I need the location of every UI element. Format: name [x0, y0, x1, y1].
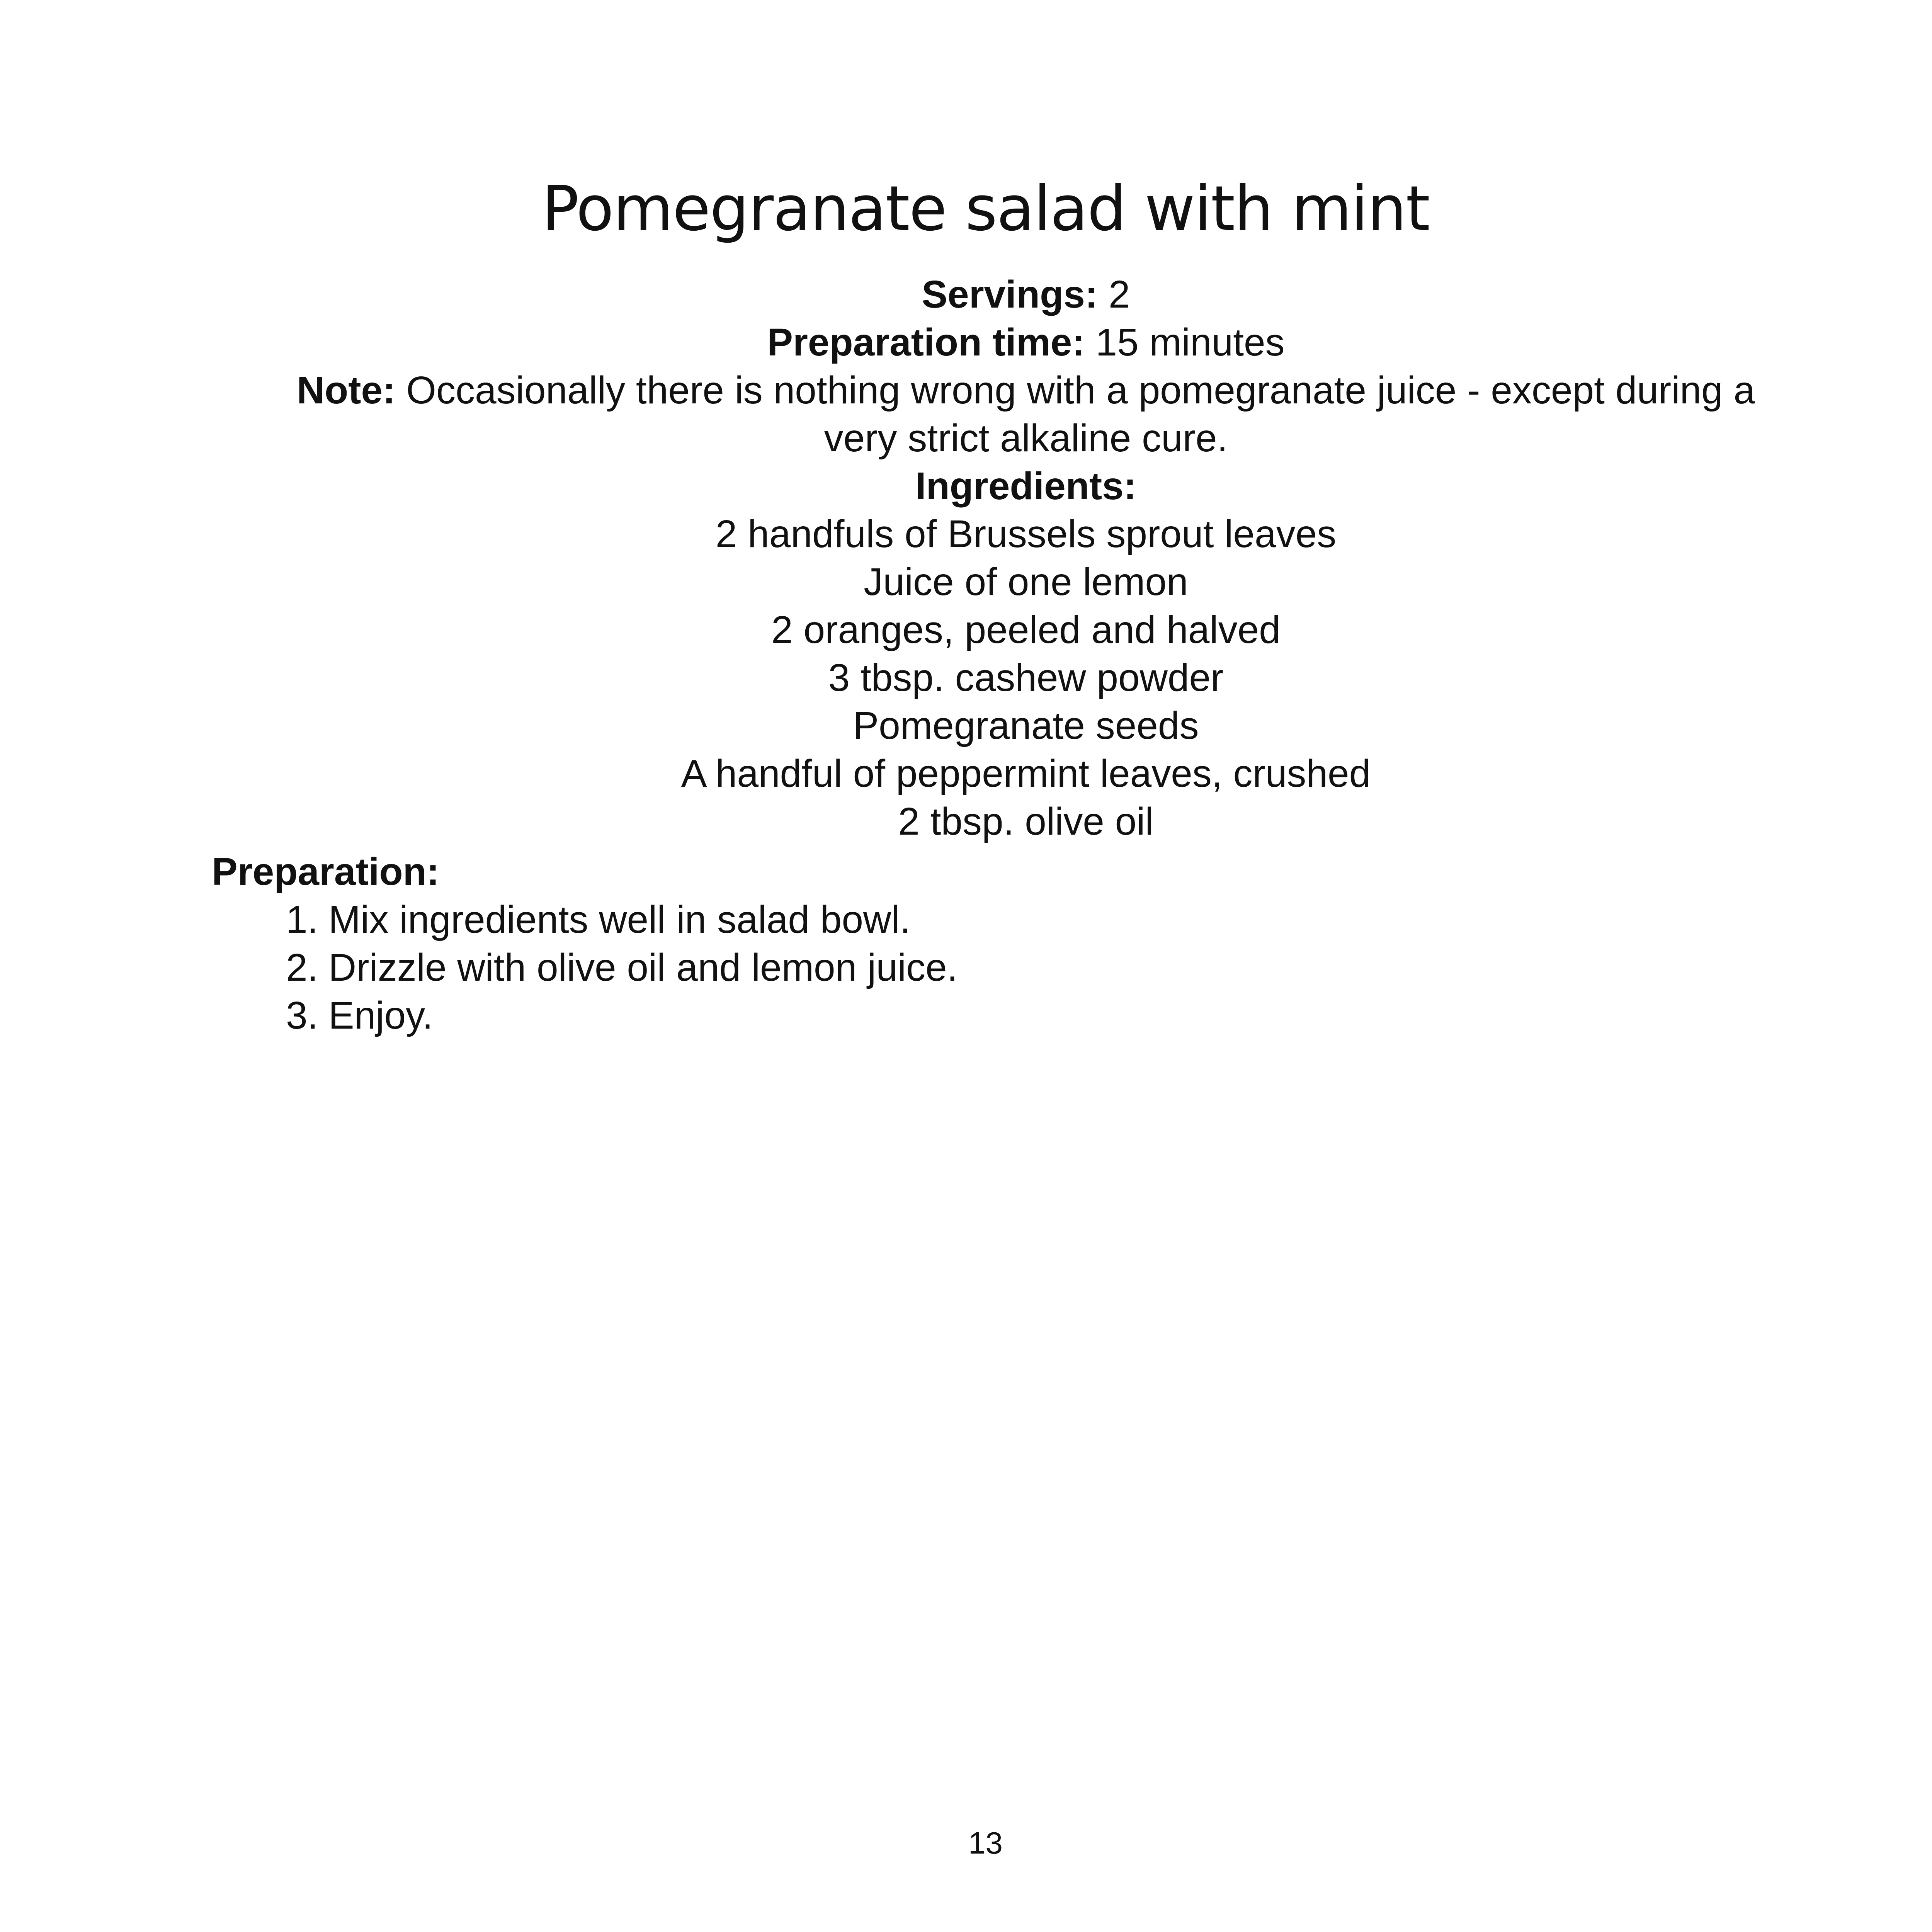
servings-value: 2 [1108, 273, 1130, 316]
preparation-step [212, 992, 957, 1039]
servings-label: Servings: [922, 273, 1098, 316]
step-text: Mix ingredients well in salad bowl. [328, 898, 911, 941]
note-text-1: Occasionally there is nothing wrong with a pomegranate juice - except during a [406, 369, 1755, 412]
preparation-heading: Preparation: [212, 850, 440, 893]
ingredients-heading: Ingredients: [915, 464, 1137, 508]
note-line-1 [201, 366, 1851, 414]
step-number: 2. [286, 946, 318, 989]
step-text: Drizzle with olive oil and lemon juice. [328, 946, 958, 989]
ingredients-list [201, 510, 1851, 845]
ingredient-item: 2 oranges, peeled and halved [771, 608, 1281, 651]
ingredient-item: 3 tbsp. cashew powder [828, 656, 1224, 699]
note-line-2: very strict alkaline cure. [824, 417, 1228, 460]
ingredient-item: Juice of one lemon [864, 560, 1188, 604]
prep-time-label: Preparation time: [767, 321, 1085, 364]
step-number: 3. [286, 994, 318, 1037]
ingredient-item: A handful of peppermint leaves, crushed [681, 752, 1371, 795]
note-label: Note: [296, 369, 396, 412]
preparation-step [212, 944, 957, 992]
step-text: Enjoy. [328, 994, 433, 1037]
ingredient-item: 2 tbsp. olive oil [898, 800, 1154, 843]
servings-line [201, 270, 1851, 318]
preparation-step [212, 896, 957, 944]
prep-time-value: 15 minutes [1095, 321, 1285, 364]
step-number: 1. [286, 898, 318, 941]
page-number: 13 [968, 1826, 1003, 1860]
prep-time-line [201, 318, 1851, 366]
recipe-details [201, 270, 1851, 845]
ingredient-item: Pomegranate seeds [853, 704, 1199, 747]
recipe-title: Pomegranate salad with mint [542, 172, 1429, 245]
ingredient-item: 2 handfuls of Brussels sprout leaves [715, 512, 1337, 556]
preparation-steps [212, 896, 957, 1039]
